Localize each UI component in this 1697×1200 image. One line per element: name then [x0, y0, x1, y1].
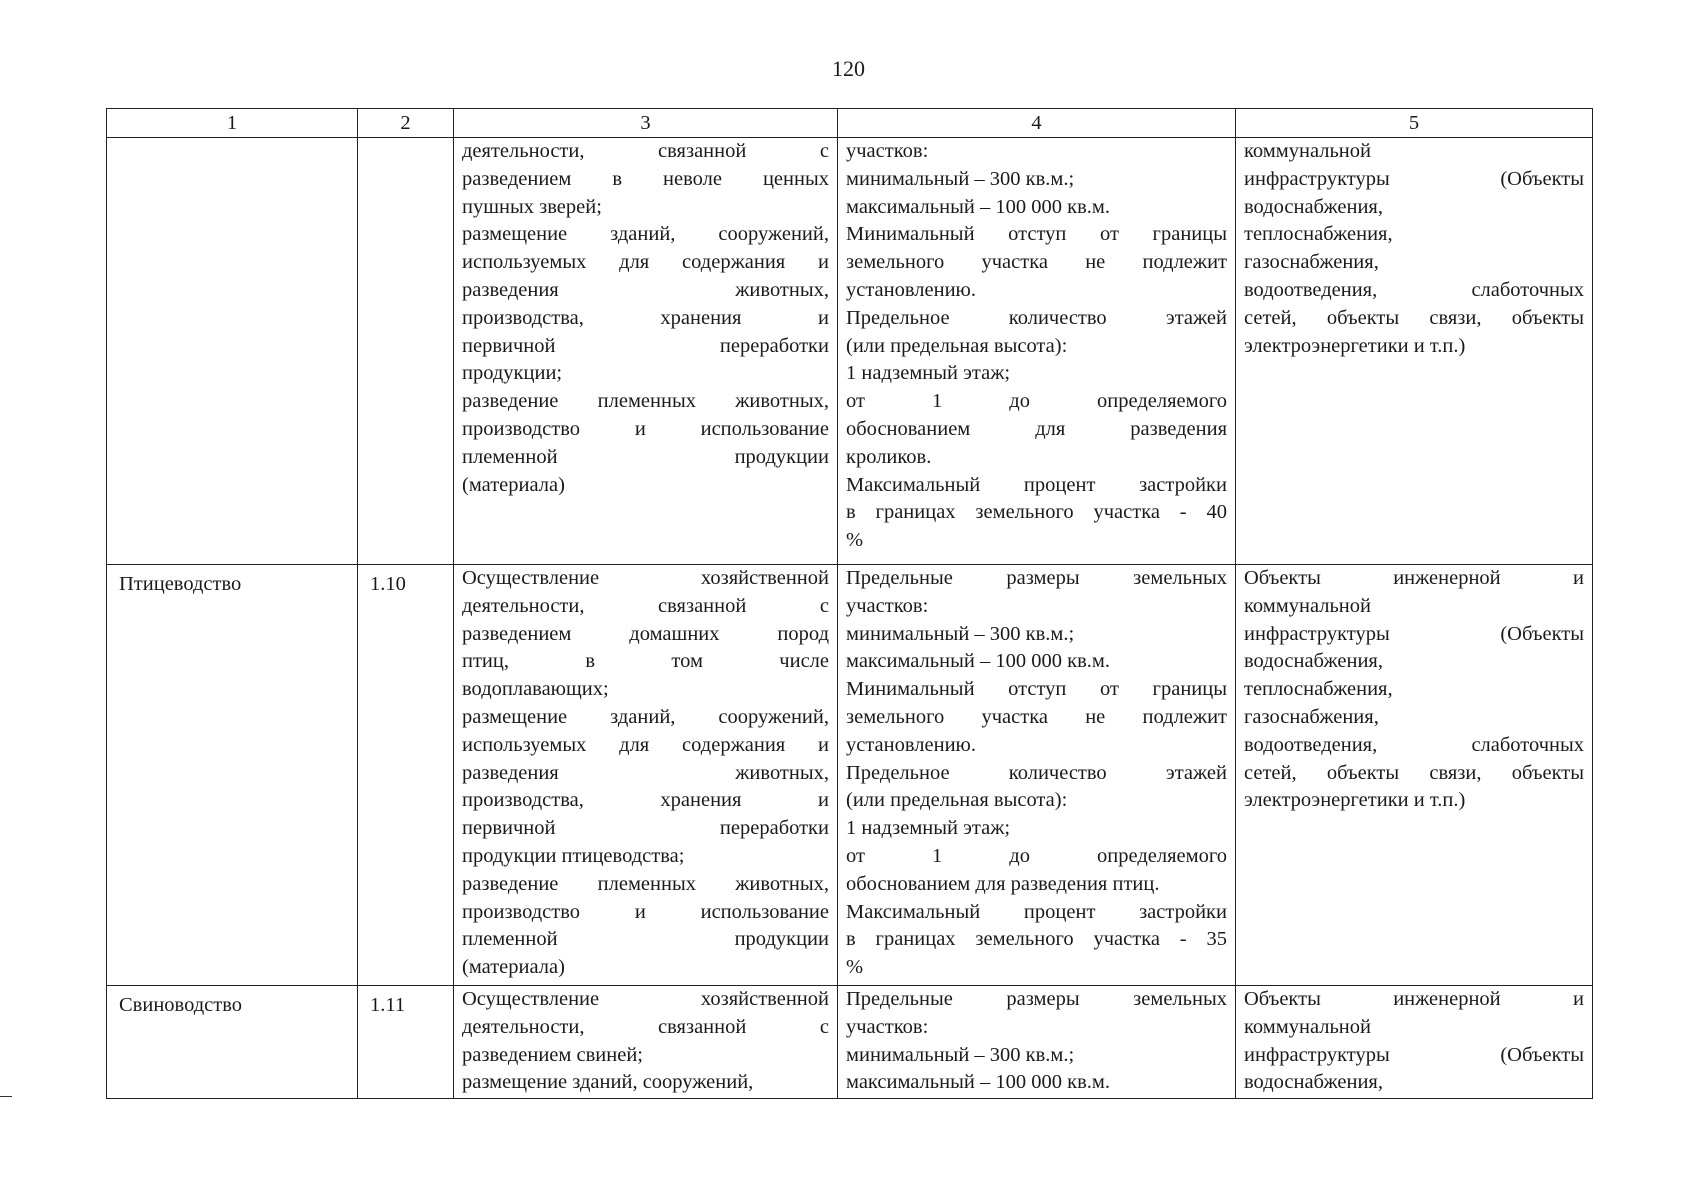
text-line: используемых для содержания и [462, 251, 829, 274]
text-line: минимальный – 300 кв.м.; [846, 1043, 1075, 1066]
row-name-cell: Птицеводство [107, 565, 358, 986]
text-line: минимальный – 300 кв.м.; [846, 622, 1075, 645]
text-line: установлению. [846, 733, 976, 756]
cell-text [1244, 565, 1584, 815]
text-line: водоотведения, слаботочных [1244, 278, 1584, 301]
table-row [107, 565, 1593, 986]
row-auxiliary-cell [1236, 565, 1593, 986]
text-line: водоплавающих; [462, 678, 609, 701]
page-number: 120 [832, 56, 865, 81]
cell-text [1244, 138, 1584, 360]
row-name-cell [107, 138, 358, 565]
row-parameters-cell [838, 138, 1236, 565]
text-line: разведением домашних пород [462, 622, 829, 645]
text-line: деятельности, связанной с [462, 140, 829, 162]
text-line: размещение зданий, сооружений, [462, 705, 829, 728]
column-header-4: 4 [838, 109, 1236, 138]
text-line: максимальный – 100 000 кв.м. [846, 1071, 1110, 1094]
row-description-cell [454, 986, 838, 1099]
text-line: размещение зданий, сооружений, [462, 1071, 754, 1094]
text-line: производства, хранения и [462, 789, 829, 812]
text-line: деятельности, связанной с [462, 1015, 829, 1038]
text-line: первичной переработки [462, 817, 829, 840]
text-line: в границах земельного участка - 40 [846, 501, 1227, 524]
row-description-cell [454, 565, 838, 986]
text-line: разведение племенных животных, [462, 872, 829, 895]
column-header-3: 3 [454, 109, 838, 138]
text-line: разведения животных, [462, 278, 829, 301]
text-line: деятельности, связанной с [462, 594, 829, 617]
cell-text [1244, 986, 1584, 1097]
cell-text [846, 565, 1227, 982]
text-line: установлению. [846, 278, 976, 301]
table-header [107, 109, 1593, 138]
row-auxiliary-cell [1236, 138, 1593, 565]
text-line: газоснабжения, [1244, 251, 1379, 274]
text-line: продукции; [462, 362, 563, 385]
text-line: 1 надземный этаж; [846, 362, 1011, 385]
table-body [107, 138, 1593, 1099]
text-line: продукции птицеводства; [462, 844, 685, 867]
text-line: первичной переработки [462, 334, 829, 357]
text-line: коммунальной [1244, 1015, 1371, 1038]
text-line: (или предельная высота): [846, 789, 1068, 812]
text-line: от 1 до определяемого [846, 390, 1227, 413]
text-line: максимальный – 100 000 кв.м. [846, 195, 1110, 218]
text-line: обоснованием для разведения птиц. [846, 872, 1160, 895]
column-header-1: 1 [107, 109, 358, 138]
text-line: Минимальный отступ от границы [846, 223, 1227, 246]
text-line: Максимальный процент застройки [846, 473, 1227, 496]
text-line: участков: [846, 594, 929, 617]
text-line: кроликов. [846, 445, 932, 468]
text-line: % [846, 529, 864, 552]
row-parameters-cell [838, 565, 1236, 986]
text-line: Объекты инженерной и [1244, 567, 1584, 589]
text-line: Минимальный отступ от границы [846, 678, 1227, 701]
text-line: сетей, объекты связи, объекты [1244, 306, 1584, 329]
text-line: 1 надземный этаж; [846, 817, 1011, 840]
text-line: пушных зверей; [462, 195, 602, 218]
text-line: инфраструктуры (Объекты [1244, 622, 1584, 645]
text-line: электроэнергетики и т.п.) [1244, 334, 1466, 357]
row-code-cell: 1.10 [358, 565, 454, 986]
text-line: Предельные размеры земельных [846, 988, 1227, 1010]
text-line: участков: [846, 1015, 929, 1038]
text-line: % [846, 956, 864, 979]
text-line: водоснабжения, [1244, 650, 1383, 673]
text-line: максимальный – 100 000 кв.м. [846, 650, 1110, 673]
text-line: производства, хранения и [462, 306, 829, 329]
table-row [107, 986, 1593, 1099]
row-description-cell [454, 138, 838, 565]
text-line: водоснабжения, [1244, 1071, 1383, 1094]
text-line: племенной продукции [462, 928, 829, 951]
row-name-cell: Свиноводство [107, 986, 358, 1099]
text-line: инфраструктуры (Объекты [1244, 167, 1584, 190]
text-line: племенной продукции [462, 445, 829, 468]
text-line: производство и использование [462, 900, 829, 923]
cell-text [462, 565, 829, 982]
column-header-5: 5 [1236, 109, 1593, 138]
text-line: минимальный – 300 кв.м.; [846, 167, 1075, 190]
text-line: от 1 до определяемого [846, 844, 1227, 867]
text-line: теплоснабжения, [1244, 678, 1393, 701]
text-line: разведением в неволе ценных [462, 167, 829, 190]
text-line: Осуществление хозяйственной [462, 567, 829, 589]
text-line: водоотведения, слаботочных [1244, 733, 1584, 756]
text-line: разведение племенных животных, [462, 390, 829, 413]
text-line: Предельное количество этажей [846, 306, 1227, 329]
text-line: (материала) [462, 956, 565, 979]
row-code-cell [358, 138, 454, 565]
cell-text [462, 138, 829, 499]
text-line: производство и использование [462, 417, 829, 440]
text-line: Осуществление хозяйственной [462, 988, 829, 1010]
cell-text [462, 986, 829, 1097]
row-parameters-cell [838, 986, 1236, 1099]
cell-text [846, 138, 1227, 555]
text-line: разведением свиней; [462, 1043, 643, 1066]
text-line: используемых для содержания и [462, 733, 829, 756]
text-line: Объекты инженерной и [1244, 988, 1584, 1010]
text-line: птиц, в том числе [462, 650, 829, 673]
text-line: Максимальный процент застройки [846, 900, 1227, 923]
text-line: обоснованием для разведения [846, 417, 1227, 440]
text-line: разведения животных, [462, 761, 829, 784]
column-header-2: 2 [358, 109, 454, 138]
regulations-table [106, 108, 1593, 1099]
text-line: размещение зданий, сооружений, [462, 223, 829, 246]
text-line: водоснабжения, [1244, 195, 1383, 218]
cell-text [846, 986, 1227, 1097]
text-line: газоснабжения, [1244, 705, 1379, 728]
text-line: теплоснабжения, [1244, 223, 1393, 246]
text-line: электроэнергетики и т.п.) [1244, 789, 1466, 812]
text-line: земельного участка не подлежит [846, 705, 1227, 728]
row-auxiliary-cell [1236, 986, 1593, 1099]
text-line: (материала) [462, 473, 565, 496]
header-row [107, 109, 1593, 138]
text-line: Предельные размеры земельных [846, 567, 1227, 589]
text-line: сетей, объекты связи, объекты [1244, 761, 1584, 784]
text-line: коммунальной [1244, 140, 1371, 162]
text-line: земельного участка не подлежит [846, 251, 1227, 274]
row-code-cell: 1.11 [358, 986, 454, 1099]
text-line: участков: [846, 140, 929, 162]
text-line: (или предельная высота): [846, 334, 1068, 357]
text-line: Предельное количество этажей [846, 761, 1227, 784]
margin-mark [0, 1096, 12, 1097]
table-row [107, 138, 1593, 565]
text-line: коммунальной [1244, 594, 1371, 617]
text-line: в границах земельного участка - 35 [846, 928, 1227, 951]
text-line: инфраструктуры (Объекты [1244, 1043, 1584, 1066]
